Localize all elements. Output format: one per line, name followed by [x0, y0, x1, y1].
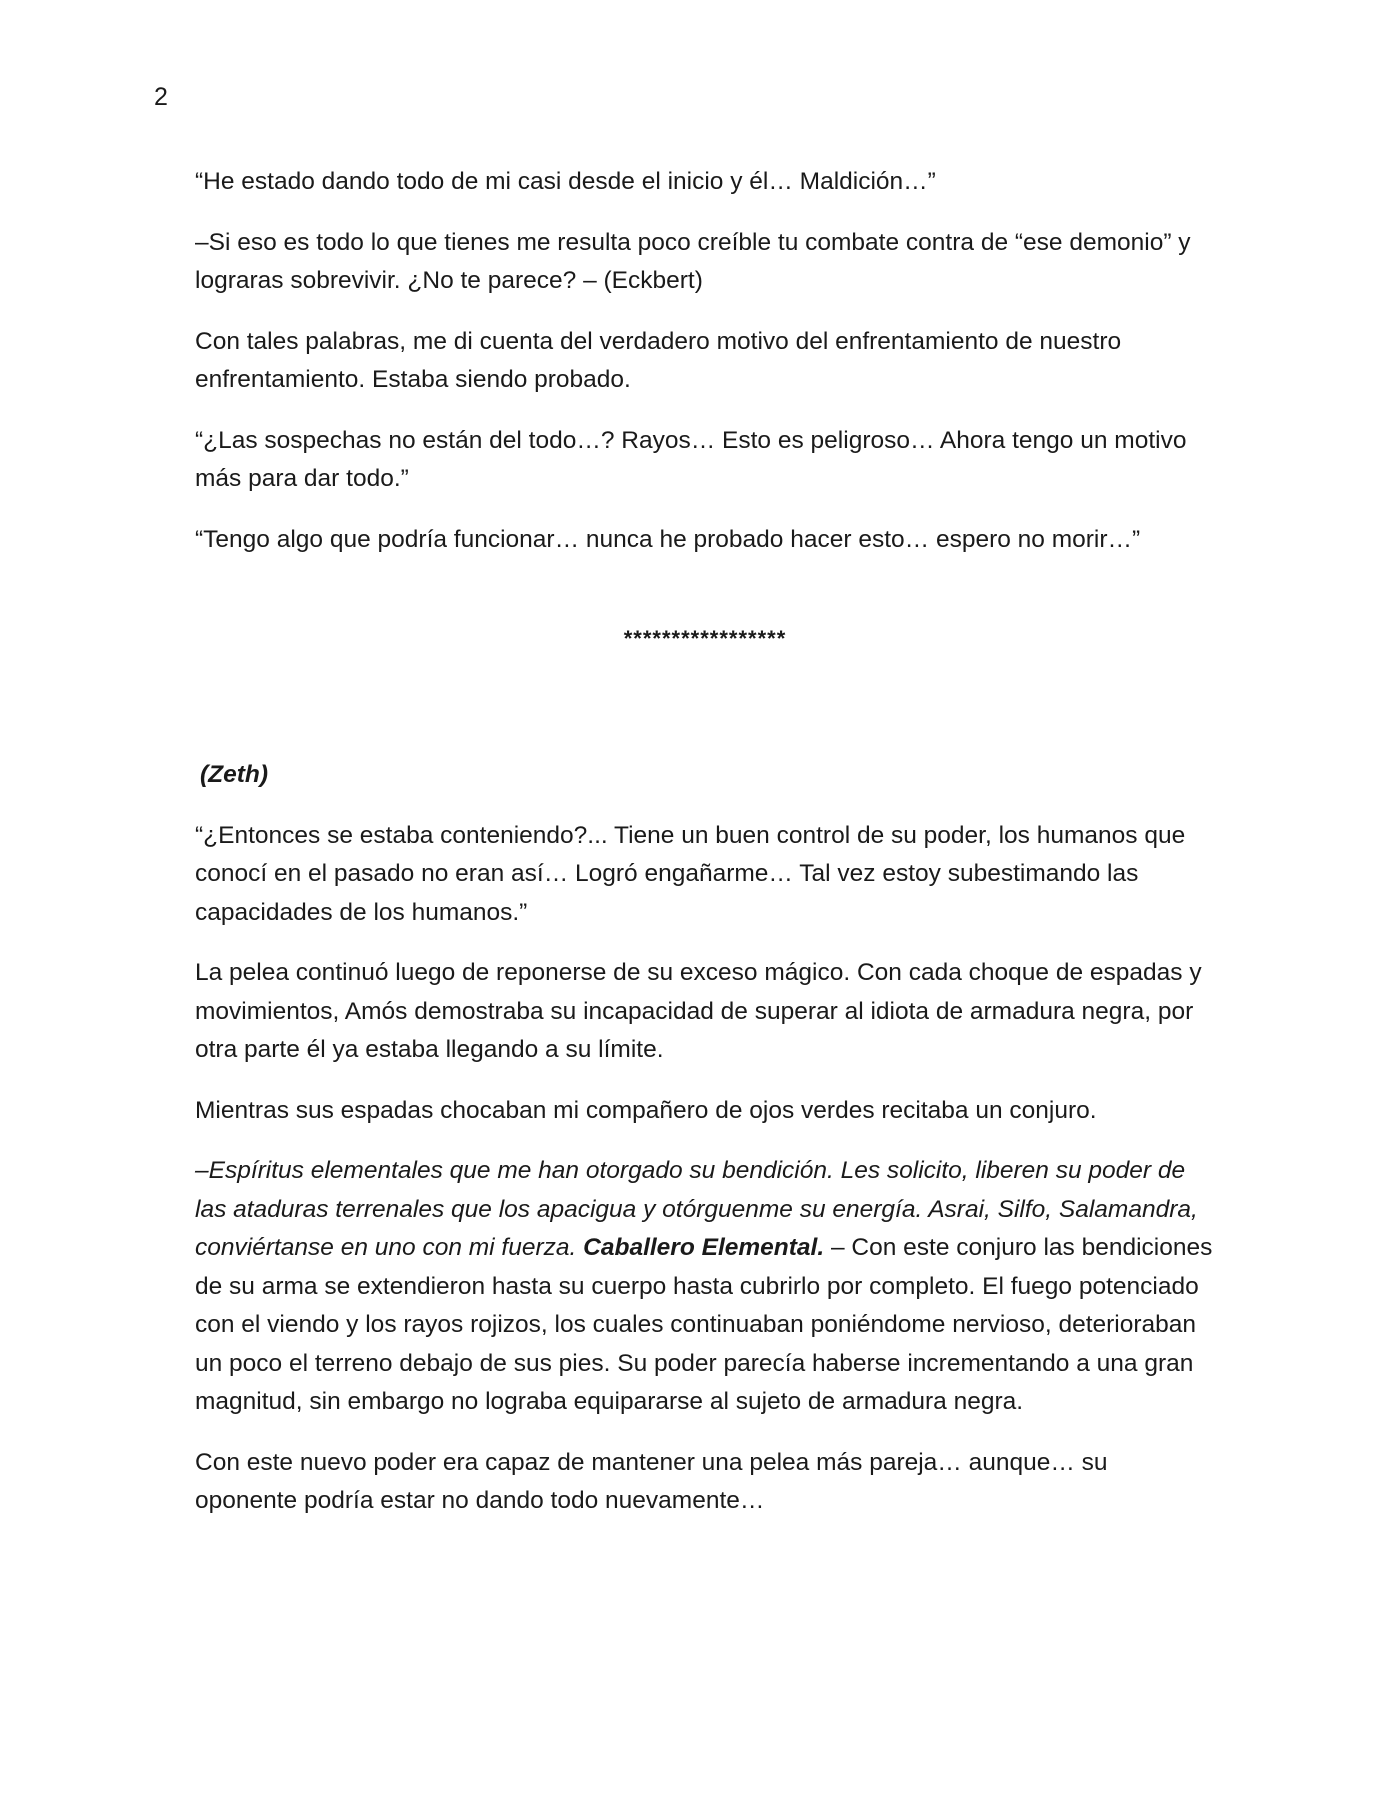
paragraph-3: Con tales palabras, me di cuenta del verdadero motivo del enfrentamiento de nuestro enfrentamiento. Estaba siendo probado.: [195, 327, 1122, 393]
paragraph-4: “¿Las sospechas no están del todo…? Rayos… Esto es peligroso… Ahora tengo un motivo más para dar todo.”: [195, 426, 1187, 492]
spell-narration: – Con este conjuro las bendiciones de su arma se extendieron hasta su cuerpo hasta cubrirlo por completo. El fuego potenciado con el viendo y los rayos rojizos, los cuales continuaban poniéndome nervioso, deterioraban un poco el terreno debajo de sus pies. Su poder parecía haberse incrementando a una gran magnitud, sin embargo no lograba equipararse al sujeto de armadura negra.: [195, 1234, 1213, 1415]
paragraph-7: La pelea continuó luego de reponerse de su exceso mágico. Con cada choque de espadas y movimientos, Amós demostraba su incapacidad de superar al idiota de armadura negra, por otra parte él ya estaba llegando a su límite.: [195, 959, 1202, 1063]
paragraph-5: “Tengo algo que podría funcionar… nunca he probado hacer esto… espero no morir…”: [195, 525, 1141, 553]
paragraph-1: “He estado dando todo de mi casi desde el inicio y él… Maldición…”: [195, 168, 936, 195]
paragraph-8: Mientras sus espadas chocaban mi compañero de ojos verdes recitaba un conjuro.: [195, 1096, 1097, 1124]
spell-name: Caballero Elemental.: [583, 1234, 825, 1261]
paragraph-2: –Si eso es todo lo que tienes me resulta poco creíble tu combate contra de “ese demonio” y lograras sobrevivir. ¿No te parece? – (Eckbert): [195, 228, 1191, 294]
spell-incantation: –Espíritus elementales que me han otorgado su bendición. Les solicito, liberen su poder de las ataduras terrenales que los apacigua y otórguenme su energía. Asrai, Silfo, Salamandra, conviértanse en uno con mi fuerza.: [195, 1157, 1198, 1261]
scene-separator: *****************: [623, 626, 787, 651]
paragraph-last: Con este nuevo poder era capaz de mantener una pelea más pareja… aunque… su oponente podría estar no dando todo nuevamente…: [195, 1448, 1108, 1514]
speaker-heading: (Zeth): [200, 761, 269, 788]
spell-paragraph: [195, 1152, 1215, 1422]
paragraph-6: “¿Entonces se estaba conteniendo?... Tiene un buen control de su poder, los humanos que conocí en el pasado no eran así… Logró engañarme… Tal vez estoy subestimando las capacidades de los humanos.”: [195, 821, 1186, 926]
page-number: 2: [154, 83, 168, 111]
document-body: [195, 163, 1215, 1543]
